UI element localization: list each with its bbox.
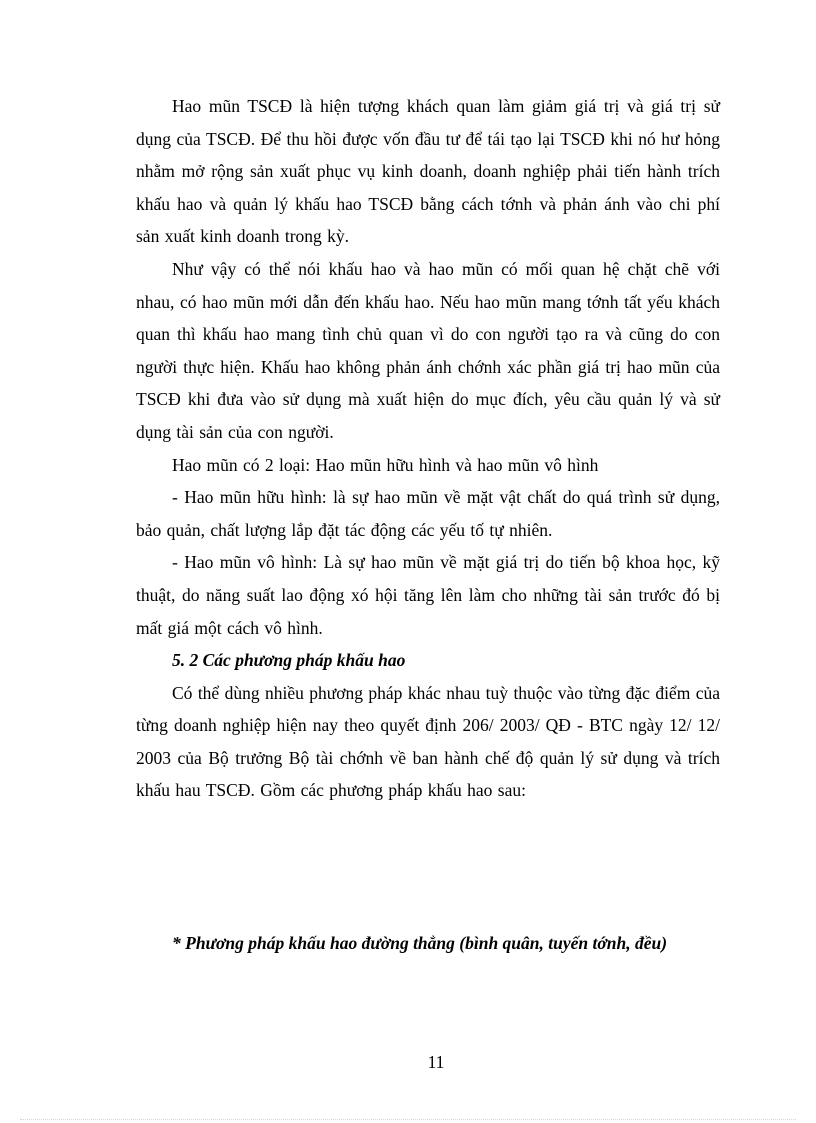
footer-divider (20, 1119, 796, 1120)
paragraph-depreciation-definition: Hao mũn TSCĐ là hiện tượng khách quan làm giảm giá trị và giá trị sử dụng của TSCĐ. Để thu hồi được vốn đầu tư để tái tạo lại TSCĐ khi nó hư hỏng nhằm mở rộng sản xuất phục vụ kinh doanh, doanh nghiệp phải tiến hành trích khấu hao và quản lý khấu hao TSCĐ bằng cách tớnh và phản ánh vào chi phí sản xuất kinh doanh trong kỳ. (136, 96, 720, 247)
paragraph-intangible-wear: - Hao mũn vô hình: Là sự hao mũn về mặt giá trị do tiến bộ khoa học, kỹ thuật, do năng suất lao động xó hội tăng lên làm cho những tài sản trước đó bị mất giá một cách vô hình. (136, 552, 720, 638)
subheading-straight-line-method: * Phương pháp khấu hao đường thẳng (bình quân, tuyến tớnh, đều) (172, 933, 668, 953)
paragraph-depreciation-relationship: Như vậy có thể nói khấu hao và hao mũn có mối quan hệ chặt chẽ với nhau, có hao mũn mới dẫn đến khấu hao. Nếu hao mũn mang tớnh tất yếu khách quan thì khấu hao mang tình chủ quan vì do con người tạo ra và cũng do con người thực hiện. Khấu hao không phản ánh chớnh xác phần giá trị hao mũn của TSCĐ khi đưa vào sử dụng mà xuất hiện do mục đích, yêu cầu quản lý và sử dụng tài sản của con người. (136, 258, 720, 442)
page-number: 11 (427, 1052, 445, 1072)
paragraph-methods-intro: Có thể dùng nhiều phương pháp khác nhau tuỳ thuộc vào từng đặc điểm của từng doanh nghiệp hiện nay theo quyết định 206/ 2003/ QĐ - BTC ngày 12/ 12/ 2003 của Bộ trưởng Bộ tài chớnh về ban hành chế độ quản lý sử dụng và trích khấu hau TSCĐ. Gồm các phương pháp khấu hao sau: (136, 682, 720, 801)
section-heading: 5. 2 Các phương pháp khấu hao (172, 650, 406, 671)
body-text (136, 90, 720, 807)
paragraph-tangible-wear: - Hao mũn hữu hình: là sự hao mũn về mặt vật chất do quá trình sử dụng, bảo quản, chất lượng lắp đặt tác động các yếu tố tự nhiên. (136, 487, 720, 540)
paragraph-depreciation-types: Hao mũn có 2 loại: Hao mũn hữu hình và hao mũn vô hình (172, 454, 599, 475)
